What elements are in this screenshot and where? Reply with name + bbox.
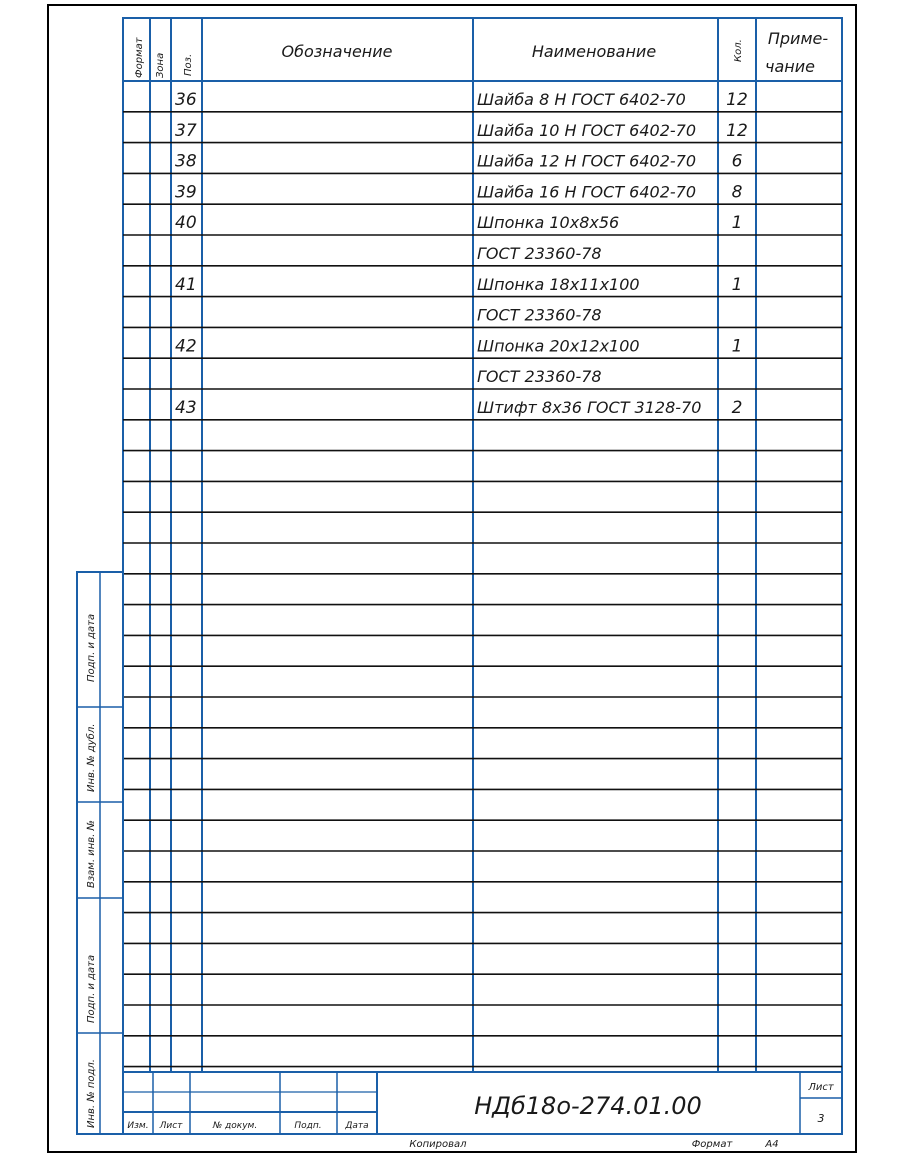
row-qty: 8 [731,182,743,203]
row-pos: 36 [175,90,197,110]
doc-number: НДб18о-274.01.00 [474,1092,702,1120]
row-qty: 12 [726,90,748,110]
table-row [477,244,602,263]
footer-copied: Копировал [409,1139,467,1150]
side-vzam-inv: Взам. инв. № [86,820,97,888]
side-sign-date-top: Подп. и дата [86,613,97,682]
row-name: Шпонка 10х8х56 [477,213,620,233]
tb-col-doc: № докум. [212,1121,258,1131]
row-qty: 1 [731,213,743,234]
header-name: Наименование [531,42,657,61]
row-name: ГОСТ 23360-78 [477,244,602,263]
header-pos: Поз. [183,53,194,76]
row-qty: 1 [731,274,743,295]
side-stamp [77,572,123,1134]
row-pos: 39 [175,182,197,203]
table-row [175,182,743,202]
outer-frame [48,5,856,1152]
footer-format-label: Формат [691,1139,733,1150]
header-qty: Кол. [733,39,744,62]
row-pos: 40 [175,213,197,234]
footer-format-value: А4 [765,1139,779,1150]
row-name: Шпонка 20х12х100 [477,336,640,356]
row-name: Штифт 8х36 ГОСТ 3128-70 [477,398,702,417]
side-inv-dubl: Инв. № дубл. [86,723,97,792]
row-name: Шайба 10 Н ГОСТ 6402-70 [477,120,697,140]
header-zone: Зона [155,52,166,78]
header-format: Формат [134,37,145,78]
header-note-line1: Приме- [767,29,829,48]
tb-col-list: Лист [159,1121,183,1131]
tb-col-sign: Подп. [294,1121,322,1131]
table-row [175,275,742,295]
row-qty: 2 [731,398,743,418]
header-note-line2: чание [765,57,815,76]
row-name: Шайба 8 Н ГОСТ 6402-70 [477,90,686,109]
row-name: ГОСТ 23360-78 [477,305,602,325]
row-pos: 42 [175,336,197,357]
row-name: Шайба 16 Н ГОСТ 6402-70 [477,182,697,202]
table-row [175,90,748,110]
side-sign-date-bottom: Подп. и дата [86,954,97,1023]
table-row [477,306,602,325]
table-header [134,29,828,78]
header-designation: Обозначение [281,42,393,61]
sheet-label: Лист [808,1082,834,1093]
row-qty: 12 [726,120,748,141]
title-block [123,1072,842,1134]
row-name: Шпонка 18х11х100 [477,274,640,294]
row-pos: 37 [175,120,197,141]
table-row [175,336,742,356]
tb-col-date: Дата [345,1121,369,1131]
table-row [175,213,742,233]
row-pos: 38 [175,151,197,172]
row-qty: 6 [731,151,743,172]
sheet-number: 3 [817,1112,825,1125]
table-rows [175,90,748,418]
row-name: ГОСТ 23360-78 [477,367,602,387]
table-row [175,152,743,172]
table-row [175,121,748,141]
row-name: Шайба 12 Н ГОСТ 6402-70 [477,151,697,171]
row-pos: 41 [175,274,197,295]
footer [409,1139,778,1150]
table-row [477,367,602,386]
table-row [175,398,742,418]
row-pos: 43 [175,398,197,418]
side-inv-podl: Инв. № подл. [86,1059,97,1128]
tb-col-izm: Изм. [127,1121,149,1131]
row-qty: 1 [731,336,743,357]
table-grid [123,18,842,1072]
